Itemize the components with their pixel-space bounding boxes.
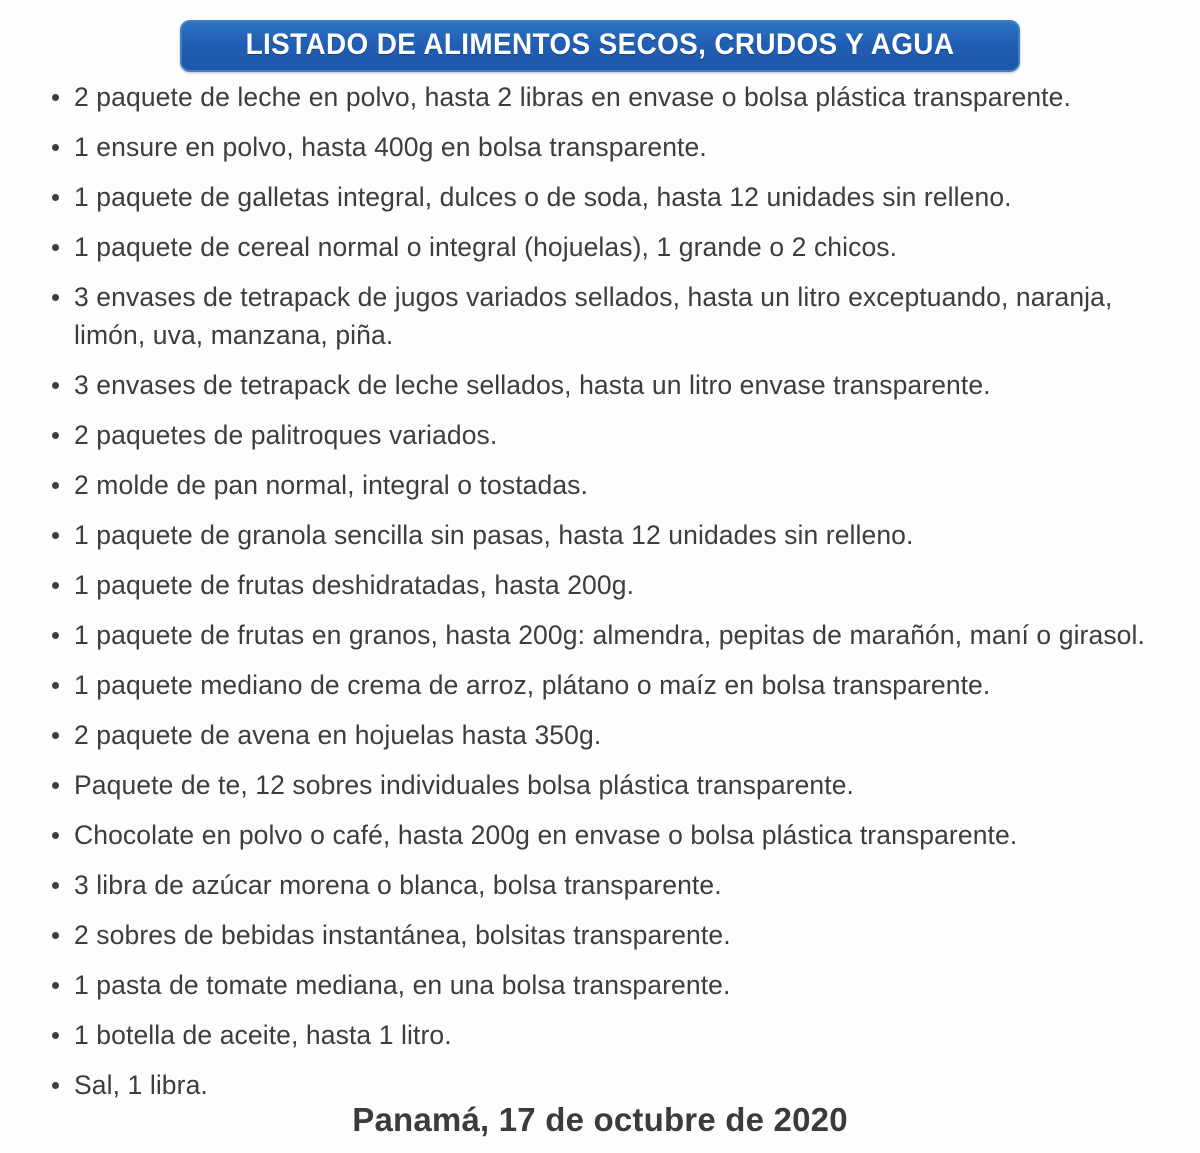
list-item-text: 1 paquete de frutas deshidratadas, hasta 200g. (74, 570, 635, 600)
list-item-text: 1 paquete mediano de crema de arroz, plátano o maíz en bolsa transparente. (74, 670, 991, 700)
bullet-icon (52, 382, 59, 389)
title-banner (180, 20, 1020, 72)
bullet-icon (52, 582, 59, 589)
bullet-icon (52, 432, 59, 439)
bullet-icon (52, 1032, 59, 1039)
bullet-icon (52, 982, 59, 989)
list-item (44, 228, 1156, 266)
list-item-text: Paquete de te, 12 sobres individuales bolsa plástica transparente. (74, 770, 855, 800)
bullet-icon (52, 1082, 59, 1089)
bullet-icon (52, 532, 59, 539)
list-item-text: 1 paquete de cereal normal o integral (hojuelas), 1 grande o 2 chicos. (74, 232, 898, 262)
list-item-text: 2 paquete de avena en hojuelas hasta 350g. (74, 720, 602, 750)
list-item (44, 278, 1156, 354)
list-item (44, 766, 1156, 804)
bullet-icon (52, 244, 59, 251)
list-item-text: 3 envases de tetrapack de leche sellados, hasta un litro envase transparente. (74, 370, 991, 400)
list-item (44, 516, 1156, 554)
list-item (44, 1066, 1156, 1104)
list-item (44, 716, 1156, 754)
list-item (44, 666, 1156, 704)
page-title: LISTADO DE ALIMENTOS SECOS, CRUDOS Y AGUA (245, 28, 955, 61)
list-item-text: 2 molde de pan normal, integral o tostadas. (74, 470, 588, 500)
list-item-text: 1 pasta de tomate mediana, en una bolsa transparente. (74, 970, 731, 1000)
list-item (44, 416, 1156, 454)
list-item (44, 566, 1156, 604)
bullet-icon (52, 194, 59, 201)
bullet-icon (52, 732, 59, 739)
bullet-icon (52, 632, 59, 639)
bullet-icon (52, 832, 59, 839)
bullet-icon (52, 782, 59, 789)
list-item-text: 2 paquete de leche en polvo, hasta 2 libras en envase o bolsa plástica transparente. (74, 82, 1071, 112)
list-item (44, 78, 1156, 116)
list-item (44, 178, 1156, 216)
list-item (44, 366, 1156, 404)
list-item-text: Chocolate en polvo o café, hasta 200g en envase o bolsa plástica transparente. (74, 820, 1018, 850)
food-items-list (44, 78, 1156, 1104)
list-item (44, 866, 1156, 904)
list-item-text: 3 libra de azúcar morena o blanca, bolsa transparente. (74, 870, 722, 900)
list-item-text: 1 paquete de galletas integral, dulces o de soda, hasta 12 unidades sin relleno. (74, 182, 1012, 212)
bullet-icon (52, 94, 59, 101)
list-item (44, 1016, 1156, 1054)
list-item (44, 466, 1156, 504)
list-item-text: 1 botella de aceite, hasta 1 litro. (74, 1020, 452, 1050)
title-banner-container (0, 20, 1200, 72)
footer (0, 1101, 1200, 1139)
bullet-icon (52, 682, 59, 689)
list-item (44, 128, 1156, 166)
bullet-icon (52, 144, 59, 151)
bullet-icon (52, 482, 59, 489)
list-item (44, 816, 1156, 854)
list-item-text: 1 ensure en polvo, hasta 400g en bolsa transparente. (74, 132, 707, 162)
bullet-icon (52, 294, 59, 301)
list-item (44, 616, 1156, 654)
list-item-text: 1 paquete de granola sencilla sin pasas, hasta 12 unidades sin relleno. (74, 520, 914, 550)
bullet-icon (52, 882, 59, 889)
list-item-text: 1 paquete de frutas en granos, hasta 200g: almendra, pepitas de marañón, maní o girasol. (74, 620, 1145, 650)
list-item-text: 2 paquetes de palitroques variados. (74, 420, 498, 450)
list-item-text: 2 sobres de bebidas instantánea, bolsitas transparente. (74, 920, 731, 950)
list-item (44, 966, 1156, 1004)
list-item (44, 916, 1156, 954)
bullet-icon (52, 932, 59, 939)
list-item-text: Sal, 1 libra. (74, 1070, 208, 1100)
list-item-text: 3 envases de tetrapack de jugos variados sellados, hasta un litro exceptuando, naranja, limón, uva, manzana, piña. (74, 282, 1113, 350)
footer-date-location: Panamá, 17 de octubre de 2020 (352, 1101, 848, 1138)
